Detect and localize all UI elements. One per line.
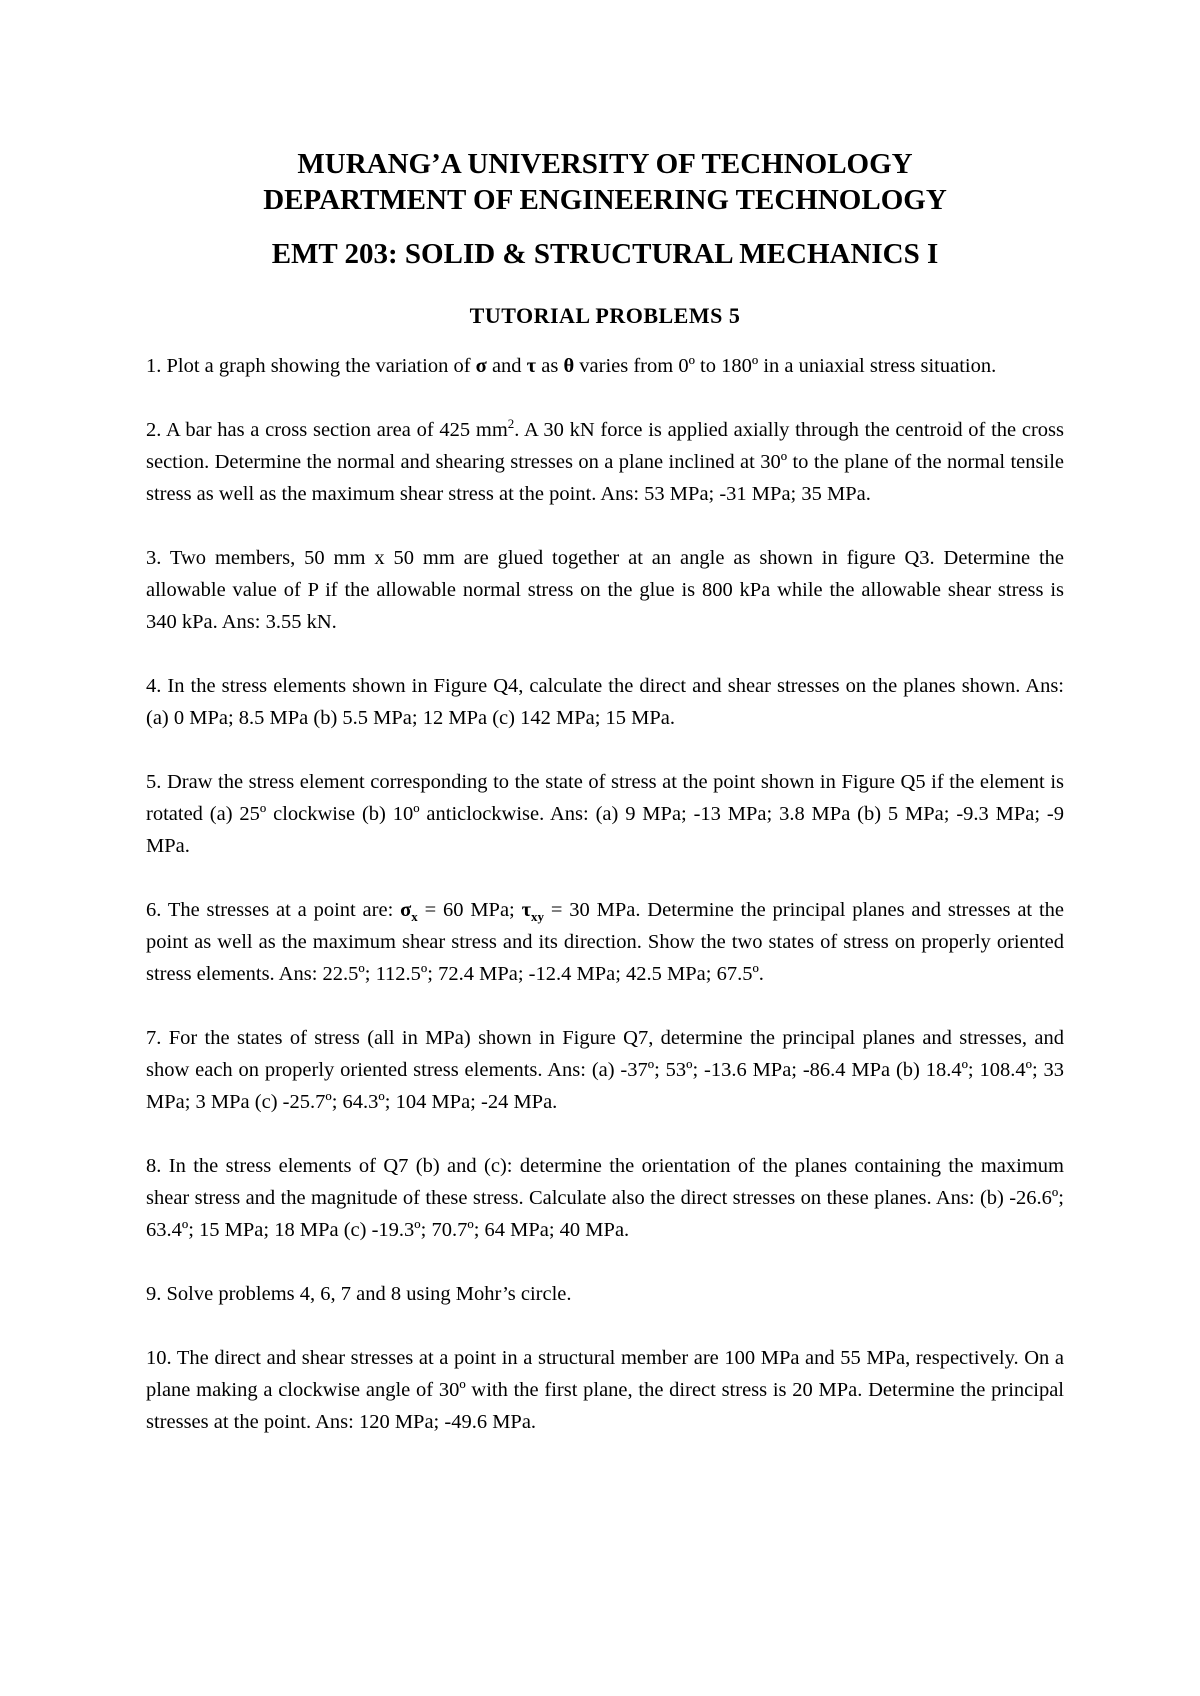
sigma-symbol: σ — [475, 355, 487, 377]
problem-6: 6. The stresses at a point are: $\sigma_x = 60$ MPa; $\tau_{xy} = 30$ MPa. Determine the principal planes and stresses at the point as well as the maximum shear stress and its direction. Show the two states of stress on properly oriented stress elements. Ans: 22.5º; 112.5º; 72.4 MPa; -12.4 MPa; 42.5 MPa; 67.5º. — [146, 899, 1064, 985]
document-header — [146, 146, 1064, 330]
sigma-x-subscript: x — [411, 909, 418, 925]
problem-9: 9. Solve problems 4, 6, 7 and 8 using Mohr’s circle. — [146, 1283, 572, 1305]
problem-1: 1. Plot a graph showing the variation of σ and τ as θ varies from 0º to 180º in a uniaxial stress situation. — [146, 355, 997, 377]
problem-2: 2. A bar has a cross section area of 425 $mm^2$. A 30 kN force is applied axially through the centroid of the cross section. Determine the normal and shearing stresses on a plane inclined at 30º to the plane of the normal tensile stress as well as the maximum shear stress at the point. Ans: 53 MPa; -31 MPa; 35 MPa. — [146, 416, 1064, 505]
problem-3: 3. Two members, 50 mm x 50 mm are glued together at an angle as shown in figure Q3. Determine the allowable value of P if the allowable normal stress on the glue is 800 kPa while the allowable shear stress is 340 kPa. Ans: 3.55 kN. — [146, 547, 1064, 633]
problem-7: 7. For the states of stress (all in MPa) shown in Figure Q7, determine the principal planes and stresses, and show each on properly oriented stress elements. Ans: (a) -37º; 53º; -13.6 MPa; -86.4 MPa (b) 18.4º; 108.4º; 33 MPa; 3 MPa (c) -25.7º; 64.3º; 104 MPa; -24 MPa. — [146, 1027, 1064, 1113]
theta-symbol: θ — [563, 355, 575, 377]
tau-symbol: τ — [526, 355, 537, 377]
problem-5: 5. Draw the stress element corresponding to the state of stress at the point shown in Figure Q5 if the element is rotated (a) 25º clockwise (b) 10º anticlockwise. Ans: (a) 9 MPa; -13 MPa; 3.8 MPa (b) 5 MPa; -9.3 MPa; -9 MPa. — [146, 771, 1064, 857]
sigma-x-symbol: σ — [400, 899, 412, 921]
university-name: MURANG’A UNIVERSITY OF TECHNOLOGY — [297, 148, 913, 180]
problem-8: 8. In the stress elements of Q7 (b) and (c): determine the orientation of the planes containing the maximum shear stress and the magnitude of these stress. Calculate also the direct stresses on these planes. Ans: (b) -26.6º; 63.4º; 15 MPa; 18 MPa (c) -19.3º; 70.7º; 64 MPa; 40 MPa. — [146, 1155, 1064, 1241]
tutorial-title: TUTORIAL PROBLEMS 5 — [469, 303, 741, 328]
problem-list — [146, 350, 1064, 1438]
tau-xy-symbol: τ — [521, 899, 532, 921]
course-title: EMT 203: SOLID & STRUCTURAL MECHANICS I — [271, 238, 939, 270]
problem-4: 4. In the stress elements shown in Figure Q4, calculate the direct and shear stresses on the planes shown. Ans: (a) 0 MPa; 8.5 MPa (b) 5.5 MPa; 12 MPa (c) 142 MPa; 15 MPa. — [146, 675, 1064, 729]
department-name: DEPARTMENT OF ENGINEERING TECHNOLOGY — [263, 184, 947, 216]
tau-xy-subscript: xy — [531, 909, 545, 925]
superscript-2: 2 — [507, 416, 515, 432]
problem-10: 10. The direct and shear stresses at a point in a structural member are 100 MPa and 55 MPa, respectively. On a plane making a clockwise angle of 30º with the first plane, the direct stress is 20 MPa. Determine the principal stresses at the point. Ans: 120 MPa; -49.6 MPa. — [146, 1347, 1064, 1433]
